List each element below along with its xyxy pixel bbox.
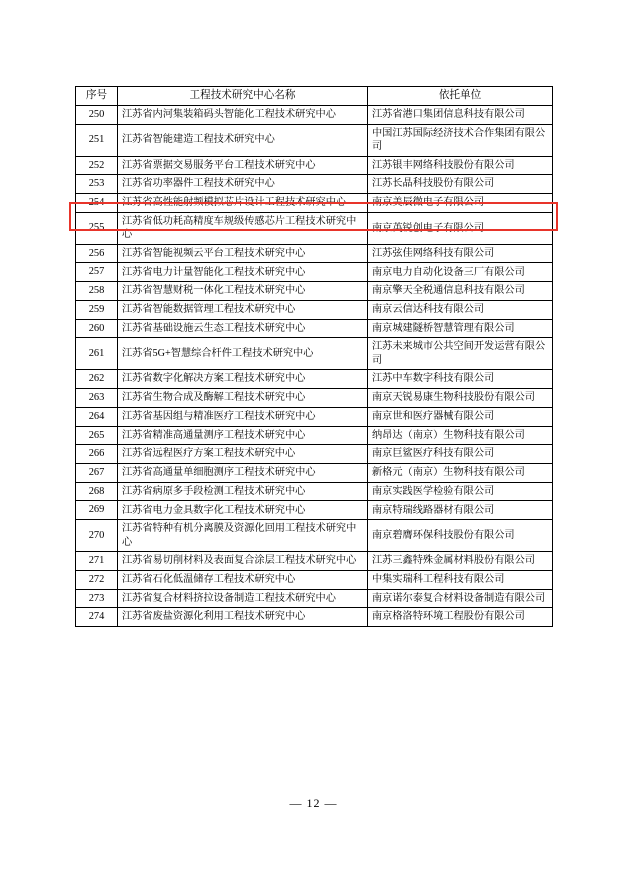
cell-center-name: 江苏省电力计量智能化工程技术研究中心 — [118, 263, 368, 282]
cell-center-name: 江苏省内河集装箱码头智能化工程技术研究中心 — [118, 105, 368, 124]
cell-org: 南京特瑞线路器材有限公司 — [368, 501, 553, 520]
page-number: — 12 — — [289, 796, 338, 810]
table-row — [76, 445, 553, 464]
table-row — [76, 244, 553, 263]
cell-center-name: 江苏省低功耗高精度车规级传感芯片工程技术研究中心 — [118, 212, 368, 244]
cell-index: 250 — [76, 105, 118, 124]
table-row — [76, 520, 553, 552]
cell-index: 257 — [76, 263, 118, 282]
cell-index: 272 — [76, 570, 118, 589]
cell-org: 江苏长晶科技股份有限公司 — [368, 175, 553, 194]
cell-center-name: 江苏省智慧财税一体化工程技术研究中心 — [118, 282, 368, 301]
table-row — [76, 389, 553, 408]
cell-center-name: 江苏省废盐资源化利用工程技术研究中心 — [118, 608, 368, 627]
cell-index: 254 — [76, 194, 118, 213]
cell-center-name: 江苏省特种有机分离膜及资源化回用工程技术研究中心 — [118, 520, 368, 552]
cell-org: 南京美辰微电子有限公司 — [368, 194, 553, 213]
table-row — [76, 263, 553, 282]
cell-index: 261 — [76, 338, 118, 370]
table-row — [76, 338, 553, 370]
table-row — [76, 482, 553, 501]
cell-index: 259 — [76, 300, 118, 319]
cell-index: 269 — [76, 501, 118, 520]
cell-center-name: 江苏省智能建造工程技术研究中心 — [118, 124, 368, 156]
cell-center-name: 江苏省远程医疗方案工程技术研究中心 — [118, 445, 368, 464]
cell-org: 南京实践医学检验有限公司 — [368, 482, 553, 501]
cell-org: 南京擎天全税通信息科技有限公司 — [368, 282, 553, 301]
table-row — [76, 124, 553, 156]
engineering-center-table — [75, 86, 553, 627]
cell-center-name: 江苏省智能数据管理工程技术研究中心 — [118, 300, 368, 319]
cell-index: 266 — [76, 445, 118, 464]
cell-org: 纳昂达（南京）生物科技有限公司 — [368, 426, 553, 445]
cell-org: 江苏中车数字科技有限公司 — [368, 370, 553, 389]
cell-center-name: 江苏省高通量单细胞测序工程技术研究中心 — [118, 463, 368, 482]
cell-center-name: 江苏省5G+智慧综合杆件工程技术研究中心 — [118, 338, 368, 370]
cell-org: 中国江苏国际经济技术合作集团有限公司 — [368, 124, 553, 156]
cell-index: 253 — [76, 175, 118, 194]
cell-center-name: 江苏省功率器件工程技术研究中心 — [118, 175, 368, 194]
cell-index: 270 — [76, 520, 118, 552]
cell-org: 新格元（南京）生物科技有限公司 — [368, 463, 553, 482]
cell-org: 南京碧膺环保科技股份有限公司 — [368, 520, 553, 552]
table-row — [76, 589, 553, 608]
cell-org: 南京格洛特环境工程股份有限公司 — [368, 608, 553, 627]
cell-org: 江苏省港口集团信息科技有限公司 — [368, 105, 553, 124]
table-row — [76, 552, 553, 571]
cell-org: 南京云信达科技有限公司 — [368, 300, 553, 319]
table-row-highlighted — [76, 175, 553, 194]
table-row — [76, 426, 553, 445]
cell-center-name: 江苏省高性能射频模拟芯片设计工程技术研究中心 — [118, 194, 368, 213]
cell-org: 中集实瑞科工程科技有限公司 — [368, 570, 553, 589]
table-row — [76, 212, 553, 244]
cell-org: 南京英锐创电子有限公司 — [368, 212, 553, 244]
cell-index: 260 — [76, 319, 118, 338]
cell-index: 252 — [76, 156, 118, 175]
cell-index: 258 — [76, 282, 118, 301]
cell-org: 南京电力自动化设备三厂有限公司 — [368, 263, 553, 282]
cell-org: 江苏弦佳网络科技有限公司 — [368, 244, 553, 263]
cell-center-name: 江苏省数字化解决方案工程技术研究中心 — [118, 370, 368, 389]
table-row — [76, 370, 553, 389]
cell-org: 江苏未来城市公共空间开发运营有限公司 — [368, 338, 553, 370]
cell-center-name: 江苏省电力金具数字化工程技术研究中心 — [118, 501, 368, 520]
cell-index: 267 — [76, 463, 118, 482]
table-row — [76, 501, 553, 520]
cell-org: 南京天锐易康生物科技股份有限公司 — [368, 389, 553, 408]
table-header-row — [76, 87, 553, 106]
table-row — [76, 407, 553, 426]
cell-org: 江苏三鑫特殊金属材料股份有限公司 — [368, 552, 553, 571]
column-header-org: 依托单位 — [368, 87, 553, 106]
cell-index: 255 — [76, 212, 118, 244]
cell-index: 268 — [76, 482, 118, 501]
cell-center-name: 江苏省智能视频云平台工程技术研究中心 — [118, 244, 368, 263]
cell-center-name: 江苏省病原多手段检测工程技术研究中心 — [118, 482, 368, 501]
table-row — [76, 105, 553, 124]
cell-center-name: 江苏省生物合成及酶解工程技术研究中心 — [118, 389, 368, 408]
cell-org: 南京诺尔泰复合材料设备制造有限公司 — [368, 589, 553, 608]
cell-center-name: 江苏省票据交易服务平台工程技术研究中心 — [118, 156, 368, 175]
column-header-name: 工程技术研究中心名称 — [118, 87, 368, 106]
cell-index: 274 — [76, 608, 118, 627]
cell-index: 263 — [76, 389, 118, 408]
table-body — [76, 105, 553, 626]
table-row — [76, 156, 553, 175]
cell-center-name: 江苏省易切削材料及表面复合涂层工程技术研究中心 — [118, 552, 368, 571]
cell-center-name: 江苏省石化低温储存工程技术研究中心 — [118, 570, 368, 589]
table-row — [76, 282, 553, 301]
cell-index: 265 — [76, 426, 118, 445]
cell-index: 262 — [76, 370, 118, 389]
cell-center-name: 江苏省精准高通量测序工程技术研究中心 — [118, 426, 368, 445]
cell-index: 256 — [76, 244, 118, 263]
cell-center-name: 江苏省基因组与精准医疗工程技术研究中心 — [118, 407, 368, 426]
column-header-index: 序号 — [76, 87, 118, 106]
cell-index: 273 — [76, 589, 118, 608]
cell-org: 江苏银丰网络科技股份有限公司 — [368, 156, 553, 175]
cell-org: 南京巨鲨医疗科技有限公司 — [368, 445, 553, 464]
table-row — [76, 463, 553, 482]
table-row — [76, 608, 553, 627]
table-row — [76, 570, 553, 589]
table-header — [76, 87, 553, 106]
cell-index: 251 — [76, 124, 118, 156]
cell-center-name: 江苏省复合材料挤拉设备制造工程技术研究中心 — [118, 589, 368, 608]
cell-center-name: 江苏省基础设施云生态工程技术研究中心 — [118, 319, 368, 338]
table-row — [76, 300, 553, 319]
cell-org: 南京世和医疗器械有限公司 — [368, 407, 553, 426]
cell-index: 271 — [76, 552, 118, 571]
cell-org: 南京城建隧桥智慧管理有限公司 — [368, 319, 553, 338]
table-row — [76, 194, 553, 213]
cell-index: 264 — [76, 407, 118, 426]
table-row — [76, 319, 553, 338]
